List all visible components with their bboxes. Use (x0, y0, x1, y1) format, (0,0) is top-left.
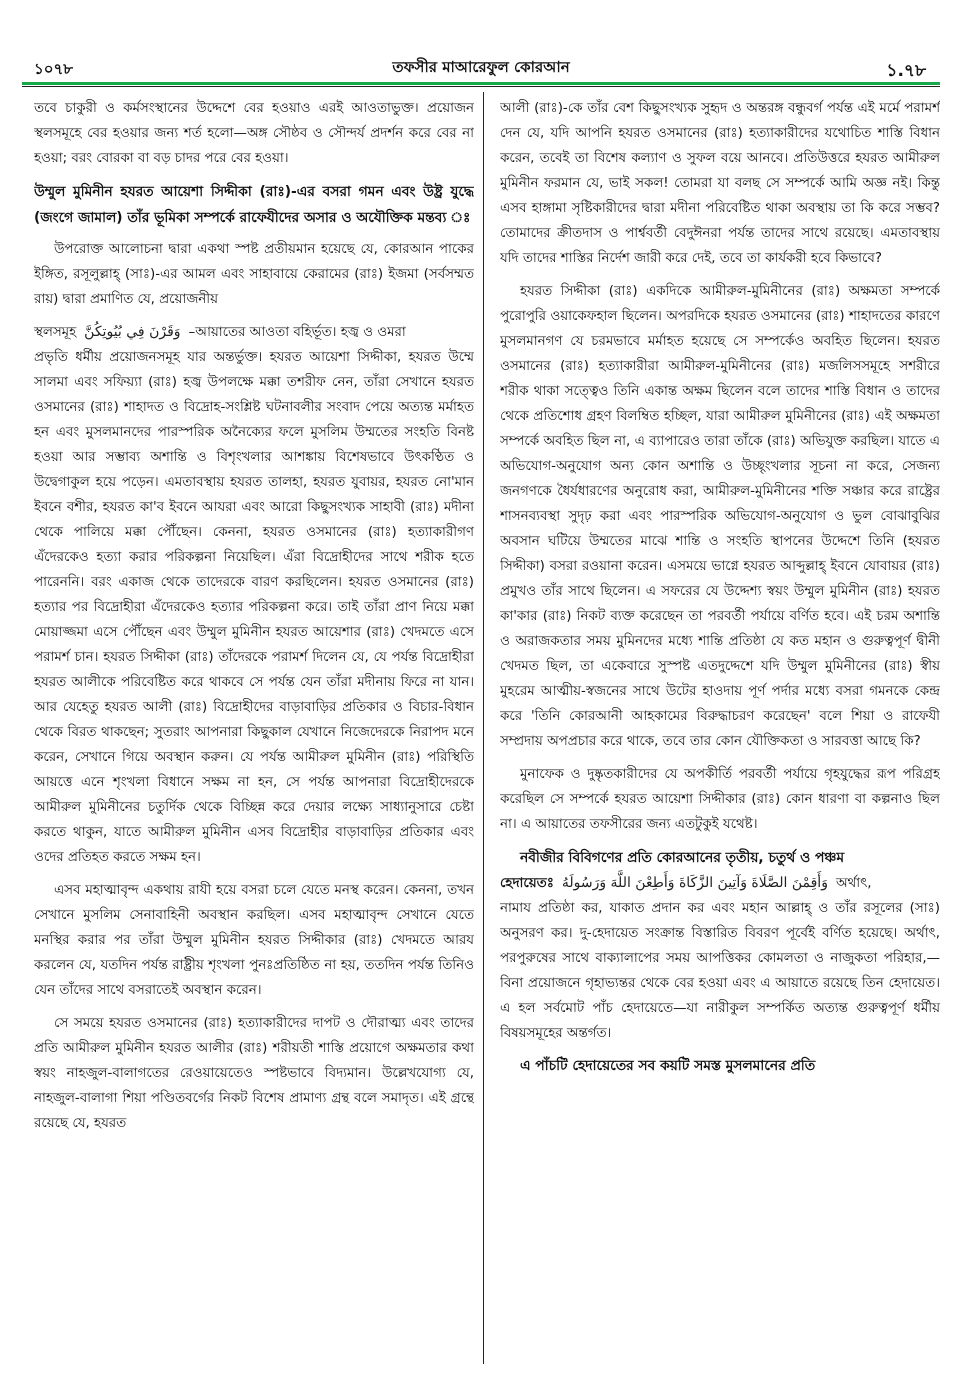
paragraph: উপরোক্ত আলোচনা দ্বারা একথা স্পষ্ট প্রতীয়মান হয়েছে যে, কোরআন পাকের ইঙ্গিত, রসূলুল্লাহ্ (সাঃ)-এর আমল এবং সাহাবায়ে কেরামের (রাঃ) ইজমা (সর্বসম্মত রায়) দ্বারা প্রমাণিত যে, প্রয়োজনীয় (34, 242, 474, 307)
paragraph: সে সময়ে হযরত ওসমানের (রাঃ) হত্যাকারীদের দাপট ও দৌরাত্ম্য এবং তাদের প্রতি আমীরুল মুমিনীন হযরত আলীর (রাঃ) শরীয়তী শাস্তি প্রয়োগে অক্ষমতার কথা স্বয়ং নাহজুল-বালাগতের রেওয়ায়েতেও স্পষ্টভাবে বিদ্যমান। উল্লেখযোগ্য যে, নাহজুল-বালাগা শিয়া পণ্ডিতবর্গের নিকট বিশেষ প্রামাণ্য গ্রন্থ বলে সমাদৃত। এই গ্রন্থে রয়েছে যে, হযরত (34, 1016, 474, 1131)
paragraph: আলী (রাঃ)-কে তাঁর বেশ কিছুসংখ্যক সুহৃদ ও অন্তরঙ্গ বন্ধুবর্গ পর্যন্ত এই মর্মে পরামর্শ দেন যে, যদি আপনি হযরত ওসমানের (রাঃ) হত্যাকারীদের যথোচিত শাস্তি বিধান করেন, তবেই তা বিশেষ কল্যাণ ও সুফল বয়ে আনবে। প্রতিউত্তরে হযরত আমীরুল মুমিনীন ফরমান যে, ভাই সকল! তোমরা যা বলছ সে সম্পর্কে আমি অজ্ঞ নই। কিন্তু এসব হাঙ্গামা সৃষ্টিকারীদের দ্বারা মদীনা পরিবেষ্টিত থাকা অবস্থায় তা কি করে সম্ভব? তোমাদের ক্রীতদাস ও পার্শ্ববর্তী বেদুঈনরা পর্যন্ত তাদের সাথে রয়েছে। এমতাবস্থায় যদি তাদের শাস্তির নির্দেশ জারী করে দেই, তবে তা কার্যকরী হবে কিভাবে? (500, 101, 940, 266)
page-number-left: ১০৭৮ (34, 60, 73, 78)
arabic-verse: وَأَقِمْنَ الصَّلَاةَ وَآتِينَ الزَّكَاةَ وَأَطِعْنَ اللَّهَ وَرَسُولَهُ (561, 875, 828, 891)
paragraph: এসব মহাত্মাবৃন্দ একথায় রাযী হয়ে বসরা চলে যেতে মনস্থ করেন। কেননা, তখন সেখানে মুসলিম সেনাবাহিনী অবস্থান করছিল। এসব মহাত্মাবৃন্দ সেখানে যেতে মনস্থির করার পর তাঁরা উম্মুল মুমিনীন হযরত সিদ্দীকার (রাঃ) খেদমতে আরয করলেন যে, যতদিন পর্যন্ত রাষ্ট্রীয় শৃংখলা পুনঃপ্রতিষ্ঠিত না হয়, ততদিন পর্যন্ত তিনিও যেন তাঁদের সাথে বসরাতেই অবস্থান করেন। (34, 883, 474, 998)
paragraph: এ পাঁচটি হেদায়েতের সব কয়টি সমস্ত মুসলমানের প্রতি (520, 1058, 816, 1074)
verse-lead-text: স্থলসমূহ (34, 325, 77, 340)
paragraph: মুনাফেক ও দুষ্কৃতকারীদের যে অপকীর্তি পরবর্তী পর্যায়ে গৃহযুদ্ধের রূপ পরিগ্রহ করেছিল সে সম্পর্কে হযরত আয়েশা সিদ্দীকার (রাঃ) কোন ধারণা বা কল্পনাও ছিল না। এ আয়াতের তফসীরের জন্য এতটুকুই যথেষ্ট। (500, 767, 940, 832)
verse-head-text: হেদায়েতঃ (500, 876, 554, 891)
verse-line (34, 320, 474, 345)
page-number-right: ১.৭৮ (886, 61, 926, 81)
verse-tail-text: অর্থাৎ, (835, 876, 872, 891)
column-divider (483, 92, 484, 1364)
verse-line (500, 871, 940, 896)
page-header (22, 52, 940, 82)
header-rule-green (22, 82, 940, 85)
arabic-verse: وَقَرْنَ فِي بُيُوتِكُنَّ (84, 324, 181, 340)
section-heading: নবীজীর বিবিগণের প্রতি কোরআনের তৃতীয়, চতুর্থ ও পঞ্চম (520, 850, 845, 866)
paragraph: হযরত সিদ্দীকা (রাঃ) একদিকে আমীরুল-মুমিনীনের (রাঃ) অক্ষমতা সম্পর্কে পুরোপুরি ওয়াকেফহাল ছিলেন। অপরদিকে হযরত ওসমানের (রাঃ) শাহাদতের কারণে মুসলমানগণ যে চরমভাবে মর্মাহত হয়েছে সে সম্পর্কেও অবহিত ছিলেন। হযরত ওসমানের (রাঃ) হত্যাকারীরা আমীরুল-মুমিনীনের (রাঃ) মজলিসসমূহে সশরীরে শরীক থাকা সত্ত্বেও তিনি একান্ত অক্ষম ছিলেন বলে তাদের শাস্তি বিধান ও তাদের থেকে প্রতিশোধ গ্রহণ বিলম্বিত হচ্ছিল, যারা আমীরুল মুমিনীনের (রাঃ) এই অক্ষমতা সম্পর্কে অবহিত ছিল না, এ ব্যাপারেও তারা তাঁকে (রাঃ) অভিযুক্ত করছিল। যাতে এ অভিযোগ-অনুযোগ অন্য কোন অশান্তি ও উচ্ছৃংখলার সূচনা না করে, সেজন্য জনগণকে ধৈর্যধারণের অনুরোধ করা, আমীরুল-মুমিনীনের শক্তি সঞ্চার করে রাষ্ট্রের শাসনব্যবস্থা সুদৃঢ় করা এবং পারস্পরিক অভিযোগ-অনুযোগ ও ভুল বোঝাবুঝির অবসান ঘটিয়ে উম্মতের মাঝে শান্তি ও সংহতি স্থাপনের উদ্দেশে তিনি (হযরত সিদ্দীকা) বসরা রওয়ানা করেন। এসময়ে ভাগ্নে হযরত আব্দুল্লাহ্ ইবনে যোবায়র (রাঃ) প্রমুখও তাঁর সাথে ছিলেন। এ সফরের যে উদ্দেশ্য স্বয়ং উম্মুল মুমিনীন (রাঃ) হযরত কা'কার (রাঃ) নিকট ব্যক্ত করেছেন তা পরবর্তী পর্যায়ে বর্ণিত হবে। এই চরম অশান্তি ও অরাজকতার সময় মুমিনদের মধ্যে শান্তি প্রতিষ্ঠা যে কত মহান ও গুরুত্বপূর্ণ দ্বীনী খেদমত ছিল, তা একেবারে সুস্পষ্ট এতদুদ্দেশে যদি উম্মুল মুমিনীনের (রাঃ) স্বীয় মুহরেম আত্মীয়-স্বজনের সাথে উটের হাওদায় পূর্ণ পর্দার মধ্যে বসরা গমনকে কেন্দ্র করে 'তিনি কোরআনী আহকামের বিরুদ্ধাচরণ করেছেন' বলে শিয়া ও রাফেযী সম্প্রদায় অপপ্রচার করে থাকে, তবে তার কোন যৌক্তিকতা ও সারবত্তা আছে কি? (500, 284, 940, 749)
header-rule-black (22, 86, 940, 87)
paragraph: নামায প্রতিষ্ঠা কর, যাকাত প্রদান কর এবং মহান আল্লাহ্ ও তাঁর রসূলের (সাঃ) অনুসরণ কর। দু-হেদায়েত সংক্রান্ত বিস্তারিত বিবরণ পূর্বেই বর্ণিত হয়েছে। অর্থাৎ, পরপুরুষের সাথে বাক্যালাপের সময় আপত্তিকর কোমলতা ও নাজুকতা পরিহার,—বিনা প্রয়োজনে গৃহাভ্যন্তর থেকে বের হওয়া এবং এ আয়াতে রয়েছে তিন হেদায়েত। এ হল সর্বমোট পাঁচ হেদায়েতে—যা নারীকুল সম্পর্কিত অত্যন্ত গুরুত্বপূর্ণ ধর্মীয় বিষয়সমূহের অন্তর্গত। (500, 901, 940, 1041)
right-column (500, 96, 940, 1368)
running-title: তফসীর মাআরেফুল কোরআন (392, 58, 570, 76)
section-heading: উম্মুল মুমিনীন হযরত আয়েশা সিদ্দীকা (রাঃ)-এর বসরা গমন এবং উষ্ট্র যুদ্ধে (জংগে জামাল) তাঁর ভূমিকা সম্পর্কে রাফেযীদের অসার ও অযৌক্তিক মন্তব্য ঃ (34, 184, 474, 226)
paragraph: তবে চাকুরী ও কর্মসংস্থানের উদ্দেশে বের হওয়াও এরই আওতাভুক্ত। প্রয়োজন স্থলসমূহে বের হওয়ার জন্য শর্ত হলো—অঙ্গ সৌষ্ঠব ও সৌন্দর্য প্রদর্শন করে বের না হওয়া; বরং বোরকা বা বড় চাদর পরে বের হওয়া। (34, 101, 474, 166)
verse-tail-text: –আয়াতের আওতা বহির্ভূত। হজ্ব ও ওমরা (188, 325, 406, 340)
paragraph: প্রভৃতি ধর্মীয় প্রয়োজনসমূহ যার অন্তর্ভুক্ত। হযরত আয়েশা সিদ্দীকা, হযরত উম্মে সালমা এবং সফিয়্যা (রাঃ) হজ্ব উপলক্ষে মক্কা তশরীফ নেন, তাঁরা সেখানে হযরত ওসমানের (রাঃ) শাহাদত ও বিদ্রোহ-সংশ্লিষ্ট ঘটনাবলীর সংবাদ পেয়ে অত্যন্ত মর্মাহত হন এবং মুসলমানদের পারস্পরিক অনৈক্যের ফলে মুসলিম উম্মতের সংহতি বিনষ্ট হওয়া আর সম্ভাব্য অশান্তি ও বিশৃংখলার আশঙ্কায় বিশেষভাবে উৎকণ্ঠিত ও উদ্বেগাকুল হয়ে পড়েন। এমতাবস্থায় হযরত তালহা, হযরত যুবায়র, হযরত নো'মান ইবনে বশীর, হযরত কা'ব ইবনে আযরা এবং আরো কিছুসংখ্যক সাহাবী (রাঃ) মদীনা থেকে পালিয়ে মক্কা পৌঁছেন। কেননা, হযরত ওসমানের (রাঃ) হত্যাকারীগণ এঁদেরকেও হত্যা করার পরিকল্পনা নিয়েছিল। এঁরা বিদ্রোহীদের সাথে শরীক হতে পারেননি। বরং একাজ থেকে তাদেরকে বারণ করছিলেন। হযরত ওসমানের (রাঃ) হত্যার পর বিদ্রোহীরা এঁদেরকেও হত্যার পরিকল্পনা করে। তাই তাঁরা প্রাণ নিয়ে মক্কা মোয়াজ্জমা এসে পৌঁছেন এবং উম্মুল মুমিনীন হযরত আয়েশার (রাঃ) খেদমতে এসে পরামর্শ চান। হযরত সিদ্দীকা (রাঃ) তাঁদেরকে পরামর্শ দিলেন যে, যে পর্যন্ত বিদ্রোহীরা হযরত আলীকে পরিবেষ্টিত করে থাকবে সে পর্যন্ত যেন তাঁরা মদীনায় ফিরে না যান। আর যেহেতু হযরত আলী (রাঃ) বিদ্রোহীদের বাড়াবাড়ির প্রতিকার ও বিচার-বিধান থেকে বিরত থাকছেন; সুতরাং আপনারা কিছুকাল যেখানে নিজেদেরকে নিরাপদ মনে করেন, সেখানে গিয়ে অবস্থান করুন। যে পর্যন্ত আমীরুল মুমিনীন (রাঃ) পরিস্থিতি আয়ত্তে এনে শৃংখলা বিধানে সক্ষম না হন, সে পর্যন্ত আপনারা বিদ্রোহীদেরকে আমীরুল মুমিনীনের চতুর্দিক থেকে বিচ্ছিন্ন করে দেয়ার লক্ষ্যে সাধ্যানুসারে চেষ্টা করতে থাকুন, যাতে আমীরুল মুমিনীন এসব বিদ্রোহীর বাড়াবাড়ির প্রতিকার এবং ওদের প্রতিহত করতে সক্ষম হন। (34, 350, 474, 865)
left-column (34, 96, 474, 1368)
